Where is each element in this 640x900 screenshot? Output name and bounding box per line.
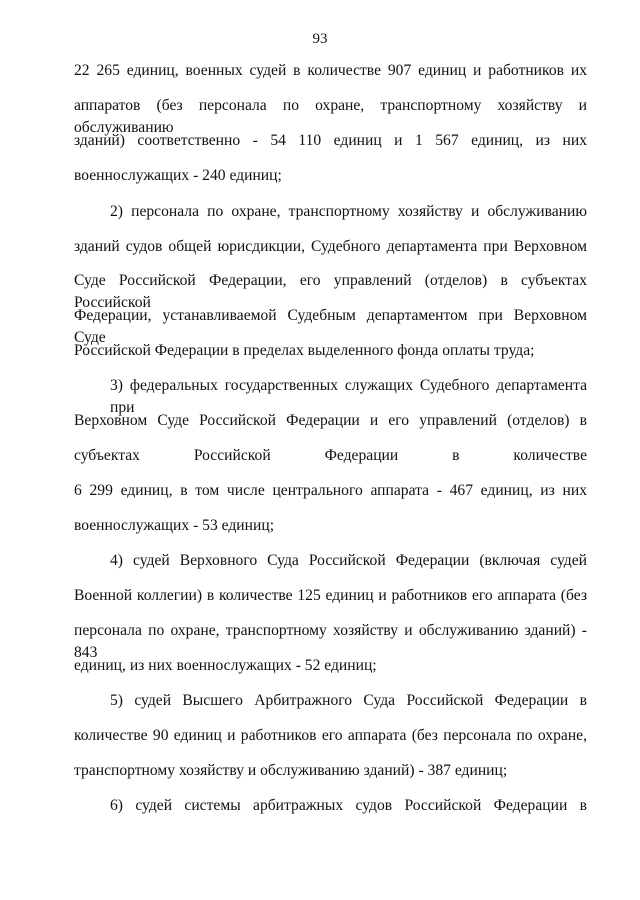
text-line: военнослужащих - 240 единиц; [74, 167, 282, 184]
text-line: 5) судей Высшего Арбитражного Суда Российской Федерации в [110, 692, 587, 709]
text-line: зданий) соответственно - 54 110 единиц и 1 567 единиц, из них [74, 132, 587, 149]
text-line: 22 265 единиц, военных судей в количестве 907 единиц и работников их [74, 62, 587, 79]
text-line: Российской Федерации в пределах выделенного фонда оплаты труда; [74, 342, 535, 359]
text-line: транспортному хозяйству и обслуживанию зданий) - 387 единиц; [74, 762, 508, 779]
text-line: аппаратов (без персонала по охране, транспортному хозяйству и обслуживанию [74, 97, 587, 136]
text-line: количестве 90 единиц и работников его аппарата (без персонала по охране, [74, 727, 587, 744]
text-line: 2) персонала по охране, транспортному хозяйству и обслуживанию [110, 203, 587, 220]
text-line: Верховном Суде Российской Федерации и его управлений (отделов) в [74, 412, 587, 429]
text-line: Военной коллегии) в количестве 125 единиц и работников его аппарата (без [74, 587, 587, 604]
text-line: зданий судов общей юрисдикции, Судебного департамента при Верховном [74, 238, 587, 255]
page-number: 93 [312, 31, 328, 47]
text-line: субъектах Российской Федерации в количестве [74, 447, 587, 464]
text-line: 4) судей Верховного Суда Российской Федерации (включая судей [110, 552, 587, 569]
text-line: 6) судей системы арбитражных судов Российской Федерации в [110, 797, 587, 814]
text-line: военнослужащих - 53 единиц; [74, 517, 275, 534]
text-line: 6 299 единиц, в том числе центрального аппарата - 467 единиц, из них [74, 482, 587, 499]
text-line: персонала по охране, транспортному хозяйству и обслуживанию зданий) - 843 [74, 622, 587, 661]
text-line: Федерации, устанавливаемой Судебным департаментом при Верховном Суде [74, 307, 587, 346]
text-line: Суде Российской Федерации, его управлений (отделов) в субъектах Российской [74, 272, 587, 311]
text-line: 3) федеральных государственных служащих Судебного департамента при [110, 377, 587, 416]
text-line: единиц, из них военнослужащих - 52 единиц; [74, 657, 377, 674]
